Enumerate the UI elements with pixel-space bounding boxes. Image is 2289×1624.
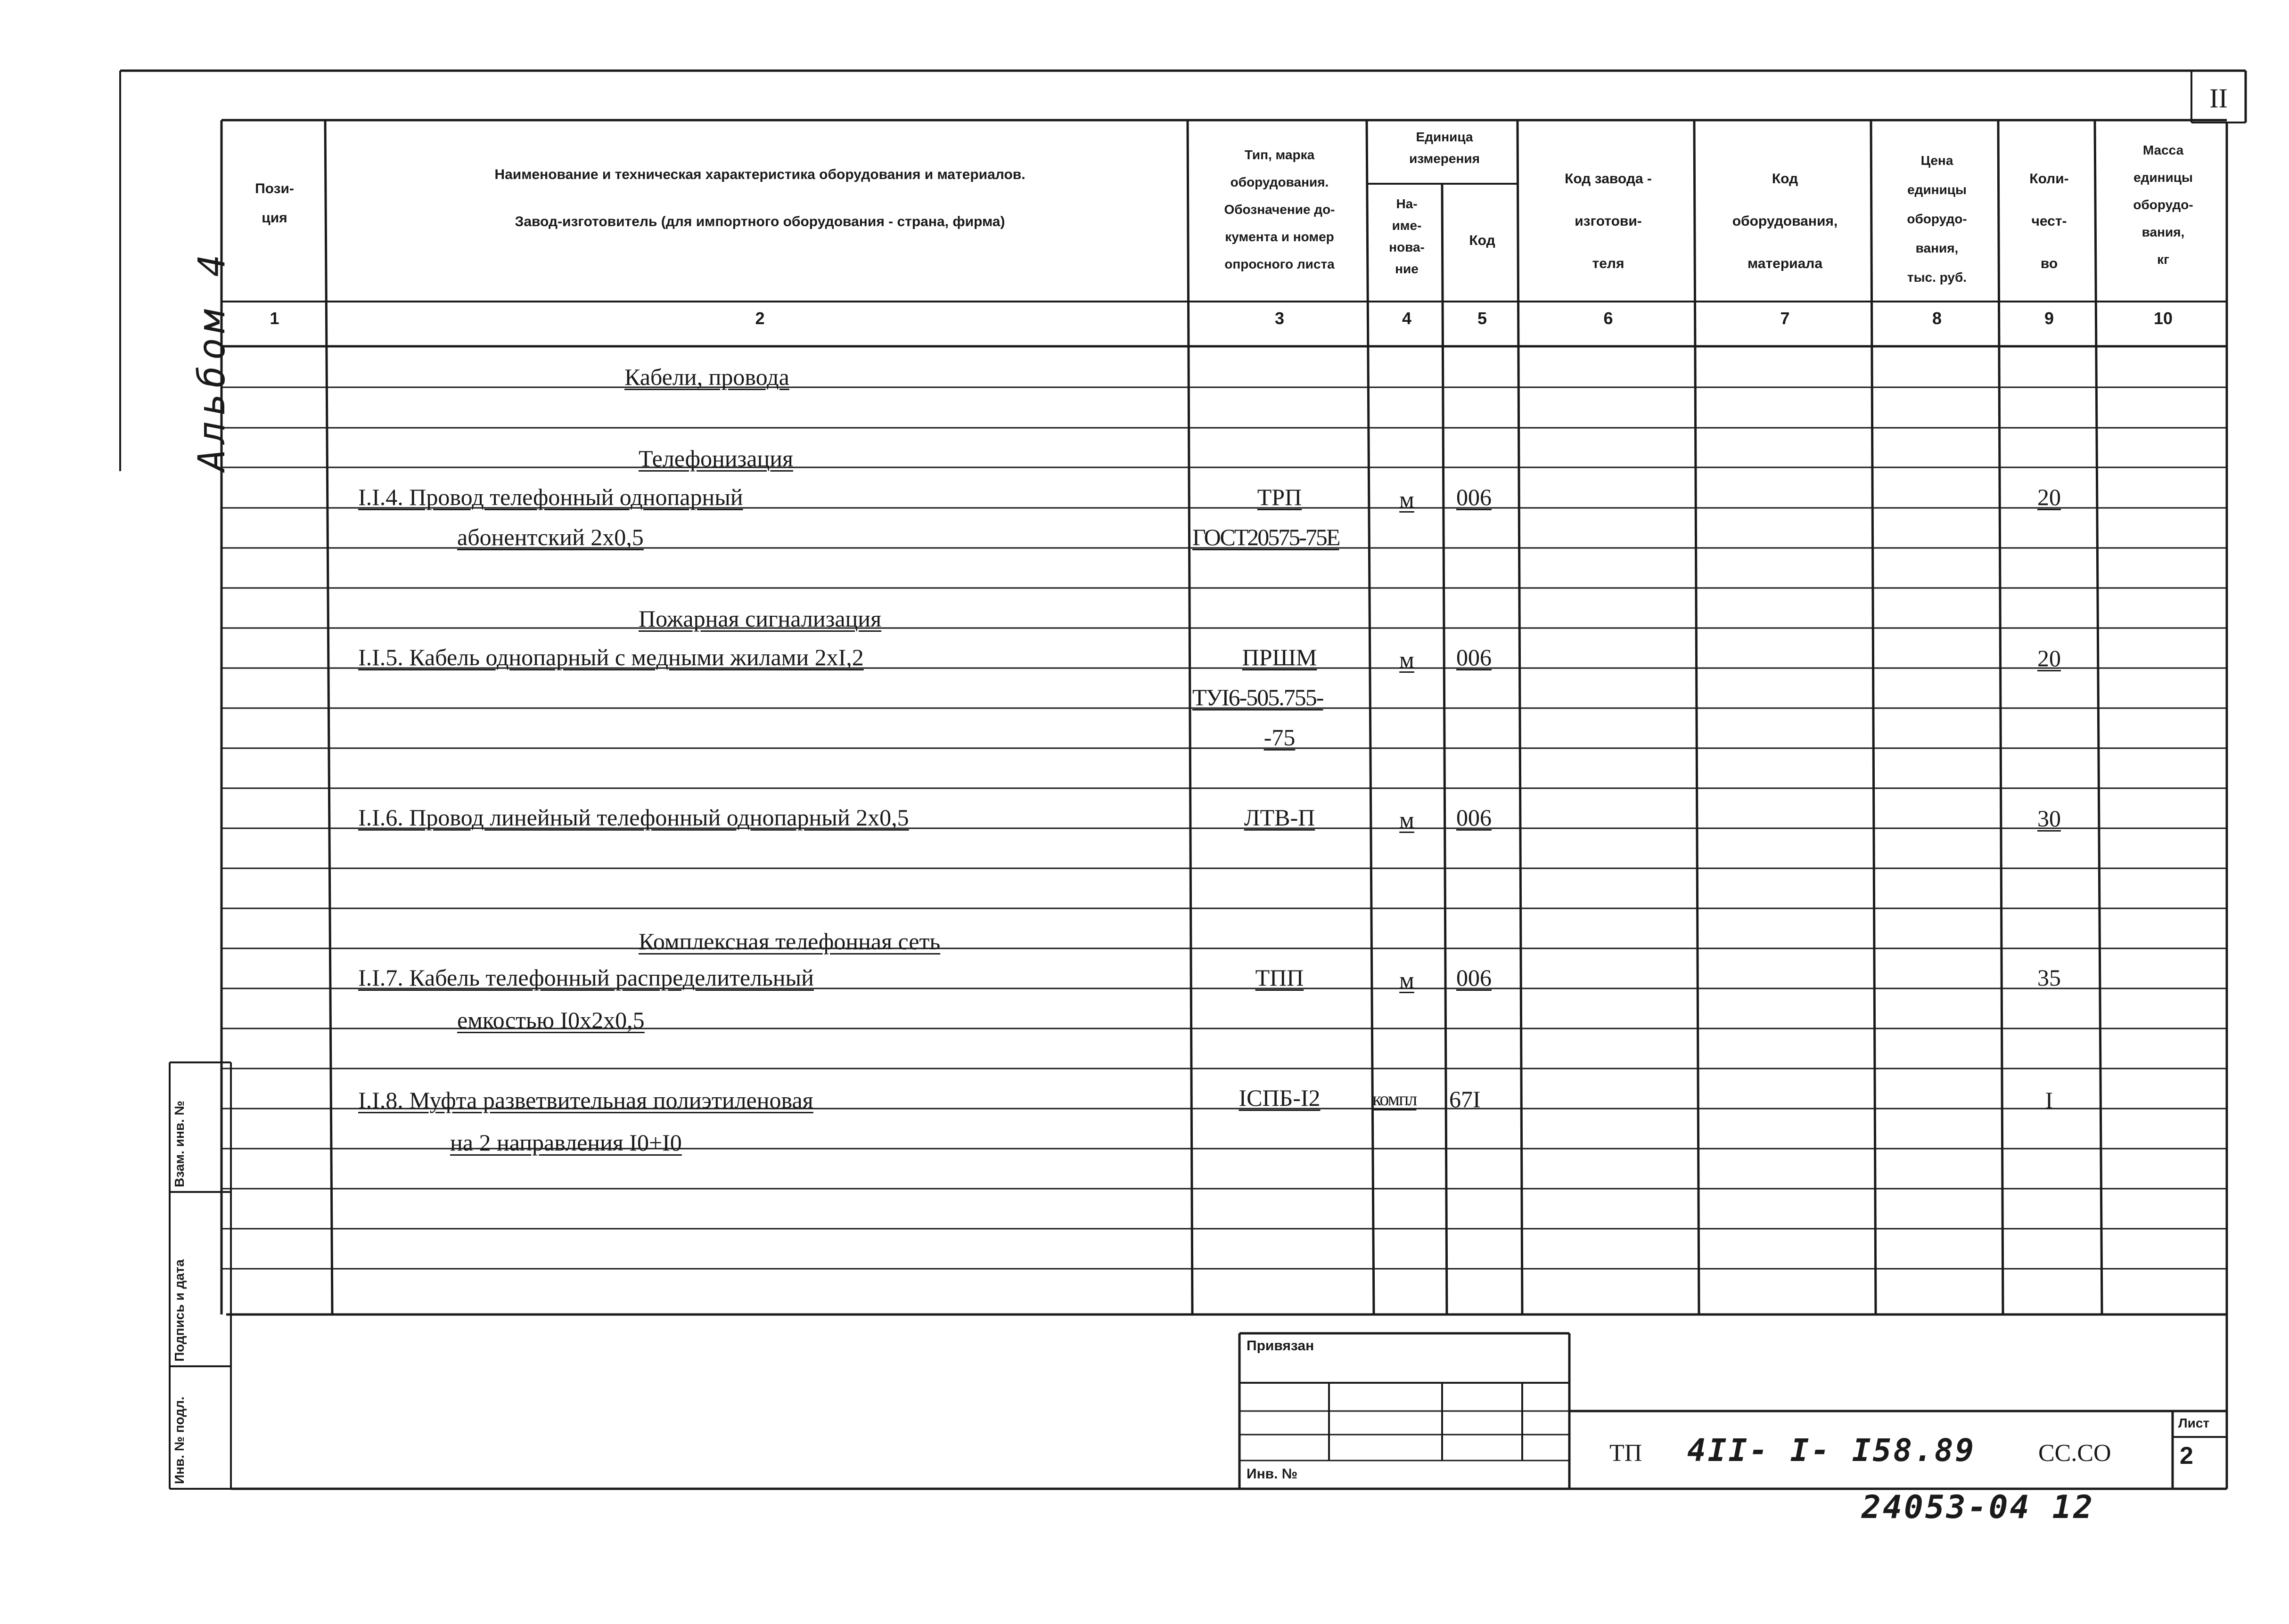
album-label: Альбом 4: [191, 249, 233, 471]
col-number-9: 9: [2044, 309, 2054, 328]
document-number: 4II- I- I58.89: [1687, 1432, 1976, 1469]
row-116-code: 006: [1456, 804, 1492, 831]
header-quantity: Коли- чест- во: [2029, 171, 2069, 271]
header-unit-code: Код: [1469, 233, 1495, 248]
col-number-2: 2: [755, 309, 765, 328]
row-118-code: 67I: [1449, 1086, 1481, 1112]
row-117-name-line1: I.I.7. Кабель телефонный распределительный: [358, 964, 814, 991]
col-number-5: 5: [1477, 309, 1487, 328]
row-117-type: ТПП: [1255, 964, 1304, 991]
col-number-4: 4: [1402, 309, 1412, 328]
row-117-unit: м: [1399, 967, 1414, 993]
stamp-replacement-inventory: Взам. инв. №: [172, 1101, 187, 1187]
header-unit-name: На- име- нова- ние: [1389, 196, 1425, 276]
header-equipment-code: Код оборудования, материала: [1732, 171, 1838, 271]
header-factory-code: Код завода - изготови- теля: [1565, 171, 1652, 271]
row-115-type: ПРШМ: [1242, 644, 1317, 670]
header-unit-group: Единица измерения: [1409, 130, 1480, 166]
row-114-type: ТРП: [1257, 484, 1302, 510]
tp-label: ТП: [1609, 1440, 1642, 1467]
row-118-type: IСПБ-I2: [1239, 1085, 1321, 1111]
stamp-original-inventory: Инв. № подл.: [172, 1396, 187, 1484]
row-114-code: 006: [1456, 484, 1492, 510]
row-114-name-line2: абонентский 2х0,5: [457, 524, 644, 550]
row-114-quantity: 20: [2037, 484, 2061, 510]
row-116-unit: м: [1399, 807, 1414, 833]
row-116-name: I.I.6. Провод линейный телефонный однопарный 2х0,5: [358, 804, 909, 831]
row-115-code: 006: [1456, 644, 1492, 670]
col-number-1: 1: [270, 309, 279, 328]
sheet-label: Лист: [2178, 1416, 2210, 1430]
inventory-number-label: Инв. №: [1247, 1466, 1298, 1482]
col-number-10: 10: [2153, 309, 2173, 328]
footer-handwritten-number: 24053-04 12: [1862, 1489, 2095, 1526]
document-code: СС.СО: [2038, 1440, 2111, 1467]
header-price: Цена единицы оборудо- вания, тыс. руб.: [1907, 153, 1967, 285]
section-complex-title: Комплексная телефонная сеть: [639, 928, 941, 955]
row-114-standard: ГОСТ20575-75Е: [1192, 524, 1339, 550]
row-118-name-line2: на 2 направления I0+I0: [450, 1129, 682, 1156]
row-118-quantity: I: [2045, 1087, 2053, 1113]
sheet-number: 2: [2180, 1442, 2193, 1469]
row-118-unit: компл: [1372, 1088, 1417, 1110]
section-fire-title: Пожарная сигнализация: [639, 605, 882, 632]
col-number-8: 8: [1932, 309, 1942, 328]
section-cables-title: Кабели, провода: [624, 364, 789, 390]
col-number-6: 6: [1603, 309, 1613, 328]
header-position: Пози- ция: [255, 181, 294, 226]
row-116-quantity: 30: [2037, 805, 2061, 832]
row-117-code: 006: [1456, 964, 1492, 991]
row-114-unit: м: [1399, 486, 1414, 513]
col-number-7: 7: [1780, 309, 1790, 328]
col-number-3: 3: [1274, 309, 1285, 328]
stamp-signature-date: Подпись и дата: [172, 1259, 187, 1362]
row-117-quantity: 35: [2037, 964, 2061, 991]
section-phone-title: Телефонизация: [639, 445, 793, 472]
row-115-standard-line1: ТУI6-505.755-: [1192, 684, 1323, 710]
row-117-name-line2: емкостью I0х2х0,5: [457, 1007, 645, 1033]
header-name-line1: Наименование и техническая характеристика оборудования и материалов.: [494, 167, 1026, 182]
row-115-name: I.I.5. Кабель однопарный с медными жилами 2хI,2: [358, 644, 864, 670]
row-116-type: ЛТВ-П: [1244, 804, 1315, 831]
tied-to-label: Привязан: [1247, 1338, 1314, 1354]
row-115-unit: м: [1399, 646, 1414, 673]
row-118-name-line1: I.I.8. Муфта разветвительная полиэтиленовая: [358, 1087, 813, 1113]
sheet-corner-number: II: [2209, 83, 2228, 114]
row-115-quantity: 20: [2037, 645, 2061, 671]
row-115-standard-line2: -75: [1263, 724, 1296, 751]
header-name-line2: Завод-изготовитель (для импортного оборудования - страна, фирма): [515, 214, 1005, 229]
header-mass: Масса единицы оборудо- вания, кг: [2133, 143, 2193, 267]
row-114-name-line1: I.I.4. Провод телефонный однопарный: [358, 484, 743, 510]
header-type: Тип, марка оборудования. Обозначение до- кумента и номер опросного листа: [1224, 147, 1335, 271]
